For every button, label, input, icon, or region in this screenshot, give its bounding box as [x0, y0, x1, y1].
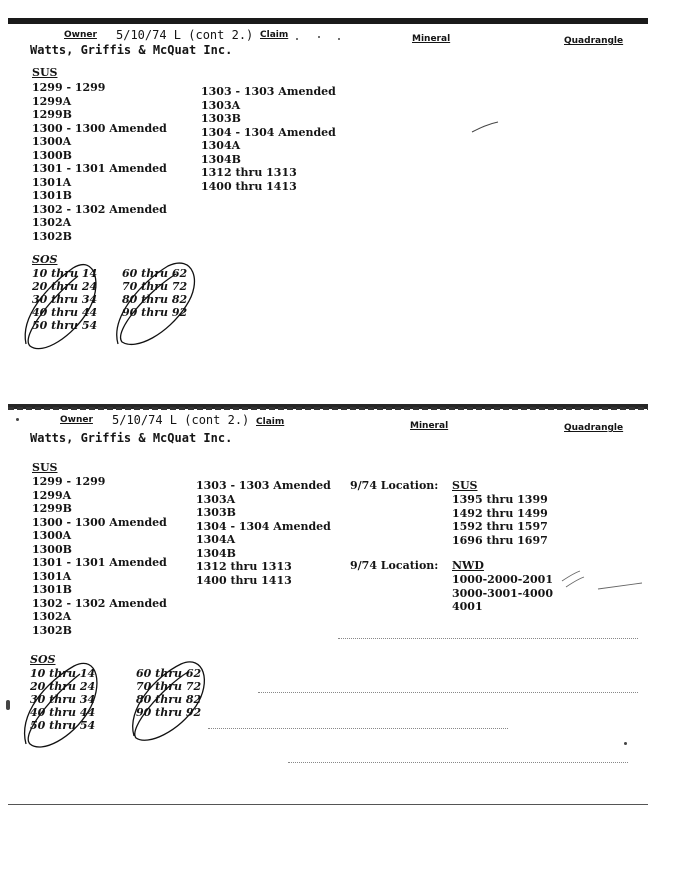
claim-entry: 1302 - 1302 Amended: [32, 596, 167, 610]
claim-entry: 1303B: [201, 112, 241, 125]
sos-entry: 10 thru 14: [32, 267, 98, 280]
sos-label: SOS: [30, 653, 56, 666]
sos-entry: 50 thru 54: [32, 319, 98, 332]
claim-entry: 1303B: [196, 506, 236, 519]
owner-label: Owner: [60, 415, 93, 425]
claims-column-1: [32, 81, 167, 243]
sos-entry: 80 thru 82: [122, 293, 188, 306]
sos-entry: 50 thru 54: [30, 719, 96, 732]
claims-column-1: [32, 475, 167, 637]
location-entry: 1592 thru 1597: [452, 520, 548, 533]
claim-entry: 1299A: [32, 94, 72, 108]
quadrangle-label: Quadrangle: [564, 36, 624, 46]
sos-entry: 70 thru 72: [122, 280, 188, 293]
sus-label: SUS: [32, 461, 58, 474]
claim-entry: 1302 - 1302 Amended: [32, 202, 167, 216]
scan-speck: [6, 700, 10, 710]
sos-entry: 40 thru 44: [30, 706, 96, 719]
claim-entry: 1300 - 1300 Amended: [32, 515, 167, 529]
claim-entry: 1303A: [201, 98, 241, 112]
sos-entry: 90 thru 92: [122, 306, 188, 319]
location-code: NWD: [452, 559, 484, 572]
scan-speck: [296, 38, 298, 40]
record-card-top: [8, 18, 648, 404]
scan-speck: [16, 418, 19, 421]
scan-noise: [208, 727, 508, 729]
sus-label: SUS: [32, 66, 58, 79]
claim-entry: 1301A: [32, 569, 72, 583]
quadrangle-label: Quadrangle: [564, 423, 624, 433]
scan-noise: [338, 637, 638, 639]
location-entry: 1696 thru 1697: [452, 533, 548, 547]
claim-entry: 1300B: [32, 148, 72, 162]
claim-entry: 1300 - 1300 Amended: [32, 121, 167, 135]
claim-entry: 1299 - 1299: [32, 81, 106, 94]
location-entry: 4001: [452, 600, 483, 613]
scan-speck: [338, 38, 340, 40]
scan-noise: [258, 691, 638, 693]
card-date: 5/10/74 L (cont 2.): [112, 413, 250, 427]
mineral-label: Mineral: [412, 34, 451, 44]
mineral-label: Mineral: [410, 421, 449, 431]
location-list: [452, 493, 548, 547]
claims-column-2: [201, 85, 336, 193]
location-entry: 1000-2000-2001: [452, 573, 553, 586]
location-label: 9/74 Location:: [350, 479, 439, 492]
claims-column-2: [196, 479, 331, 587]
claim-entry: 1299 - 1299: [32, 475, 106, 488]
claim-entry: 1304 - 1304 Amended: [201, 125, 336, 139]
sos-entry: 70 thru 72: [136, 680, 202, 693]
claim-entry: 1304B: [201, 152, 241, 166]
location-entry: 1492 thru 1499: [452, 506, 548, 520]
claim-label: Claim: [260, 30, 289, 40]
record-card-bottom: [8, 404, 648, 805]
sos-entry: 30 thru 34: [30, 693, 96, 706]
claim-entry: 1299A: [32, 488, 72, 502]
company-name: Watts, Griffis & McQuat Inc.: [30, 431, 233, 445]
sos-entry: 60 thru 62: [136, 667, 202, 680]
sos-entry: 20 thru 24: [32, 280, 98, 293]
claim-entry: 1300A: [32, 135, 72, 148]
claim-entry: 1302A: [32, 610, 72, 623]
claim-entry: 1312 thru 1313: [201, 166, 297, 179]
claim-entry: 1301A: [32, 175, 72, 189]
claim-label: Claim: [256, 417, 285, 427]
sos-entry: 60 thru 62: [122, 267, 188, 280]
claim-entry: 1312 thru 1313: [196, 560, 292, 573]
claim-entry: 1301 - 1301 Amended: [32, 162, 167, 175]
claim-entry: 1304A: [201, 139, 241, 152]
claim-entry: 1301B: [32, 189, 72, 202]
card-date: 5/10/74 L (cont 2.): [116, 28, 254, 42]
scan-speck: [624, 742, 627, 745]
claim-entry: 1304 - 1304 Amended: [196, 519, 331, 533]
pen-mark: [470, 120, 500, 134]
sos-label: SOS: [32, 253, 58, 266]
sos-entry: 10 thru 14: [30, 667, 96, 680]
claim-entry: 1301 - 1301 Amended: [32, 556, 167, 569]
location-entry: 3000-3001-4000: [452, 586, 553, 600]
claim-entry: 1301B: [32, 583, 72, 596]
claim-entry: 1400 thru 1413: [196, 573, 292, 587]
owner-label: Owner: [64, 30, 97, 40]
location-label: 9/74 Location:: [350, 559, 439, 572]
claim-entry: 1302A: [32, 216, 72, 229]
claim-entry: 1400 thru 1413: [201, 179, 297, 193]
claim-entry: 1303 - 1303 Amended: [201, 85, 336, 98]
claim-entry: 1300B: [32, 542, 72, 556]
sos-entry: 40 thru 44: [32, 306, 98, 319]
scan-speck: [318, 36, 320, 38]
sos-entry: 20 thru 24: [30, 680, 96, 693]
pen-mark: [558, 567, 644, 597]
sos-list-right: [136, 667, 201, 719]
claim-entry: 1302B: [32, 623, 72, 637]
claim-entry: 1303A: [196, 492, 236, 506]
scan-noise: [288, 761, 628, 763]
sos-list-right: [122, 267, 187, 319]
location-list: [452, 573, 553, 614]
claim-entry: 1299B: [32, 502, 72, 515]
claim-entry: 1302B: [32, 229, 72, 243]
location-entry: 1395 thru 1399: [452, 493, 548, 506]
location-code: SUS: [452, 479, 478, 492]
claim-entry: 1304B: [196, 546, 236, 560]
claim-entry: 1303 - 1303 Amended: [196, 479, 331, 492]
company-name: Watts, Griffis & McQuat Inc.: [30, 43, 233, 57]
sos-list-left: [30, 667, 95, 732]
sos-entry: 80 thru 82: [136, 693, 202, 706]
sos-list-left: [32, 267, 97, 332]
sos-entry: 90 thru 92: [136, 706, 202, 719]
claim-entry: 1299B: [32, 108, 72, 121]
claim-entry: 1300A: [32, 529, 72, 542]
sos-entry: 30 thru 34: [32, 293, 98, 306]
claim-entry: 1304A: [196, 533, 236, 546]
